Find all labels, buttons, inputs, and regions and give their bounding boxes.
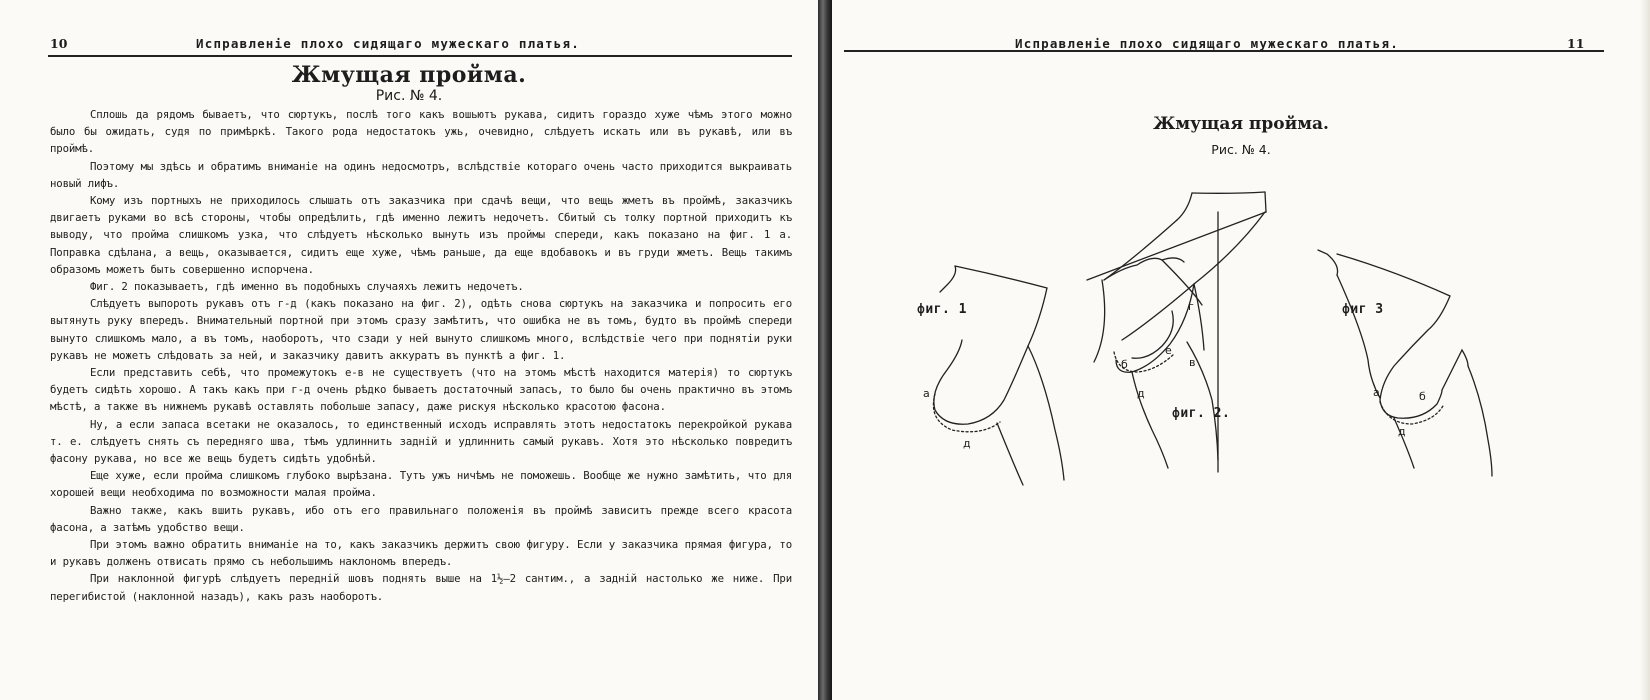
fig1-point-d: д <box>963 437 971 450</box>
pattern-figure <box>832 0 1650 700</box>
left-page-subtitle: Рис. № 4. <box>375 88 443 104</box>
fig2-point-v: в <box>1189 356 1196 369</box>
fig1-side-line <box>997 423 1023 485</box>
paragraph: Поэтому мы здѣсь и обратимъ вниманіе на одинъ недосмотръ, вслѣдствіе котораго очень часто приходится выкраивать новый лифъ. <box>50 159 792 190</box>
fig2-neck-left <box>1177 193 1192 220</box>
fig1-label: фиг. 1 <box>917 302 967 317</box>
paragraph: Важно также, какъ вшить рукавъ, ибо отъ его правильнаго положенія въ проймѣ зависитъ прежде всего красота фасона, а затѣмъ удобство вещи. <box>50 503 792 534</box>
fig2-shoulder-seam <box>1087 212 1266 280</box>
fig1-shoulder-line <box>940 266 956 292</box>
fig3-label: фиг 3 <box>1342 302 1384 317</box>
pattern-drawing <box>832 0 1650 700</box>
fig3-back-armhole <box>1442 350 1468 390</box>
left-page-title: Жмущая пройма. <box>291 62 527 88</box>
fig3-back-line <box>1468 366 1492 476</box>
left-page-number: 10 <box>50 36 68 51</box>
book-gutter <box>818 0 832 700</box>
paragraph: Фиг. 2 показываетъ, гдѣ именно въ подобныхъ случаяхъ лежитъ недочетъ. <box>90 280 524 294</box>
fig3-front-edge <box>1337 275 1380 398</box>
right-page-edge <box>1640 0 1650 700</box>
fig3-armhole <box>1380 296 1450 418</box>
fig2-left-edge <box>1094 280 1105 362</box>
paragraph: Слѣдуетъ выпороть рукавъ отъ г-д (какъ показано на фиг. 2), одѣть снова сюртукъ на заказчика и попросить его вытянуть руку впередъ. Внимательный портной при этомъ сразу замѣтитъ, что ошибка не въ томъ, будто въ проймѣ спереди вынуто слишкомъ мало, а въ томъ, наоборотъ, что сзади у ней вынуто слишкомъ много, вслѣдствіе чего при поднятіи руки рукавъ не можетъ слѣдовать за ней, и заказчику давитъ аккуратъ въ пунктѣ а фиг. 1. <box>50 297 792 362</box>
fig3-shoulder-line <box>1318 250 1338 275</box>
fig1-back-line <box>1028 346 1064 480</box>
right-page-number: 11 <box>1567 36 1585 51</box>
right-page-title: Жмущая пройма. <box>1153 114 1329 134</box>
paragraph: Кому изъ портныхъ не приходилось слышать отъ заказчика при сдачѣ вещи, что вещь жметъ въ проймѣ, заказчикъ двигаетъ руками во всѣ стороны, чтобы опредѣлить, гдѣ именно лежитъ недочетъ. Сбитый съ толку портной приходитъ къ выводу, что пройма слишкомъ узка, что слѣдуетъ нѣсколько вынуть изъ проймы спереди, какъ показано на фиг. 1 а. Поправка сдѣлана, а вещь, оказывается, сидитъ еще хуже, чѣмъ раньше, да еще вдобавокъ и въ груди жметъ. Вещь такимъ образомъ можетъ быть совершенно испорчена. <box>50 194 792 276</box>
fig3-point-a: а <box>1373 386 1380 399</box>
fig2-label: фиг. 2. <box>1172 406 1231 421</box>
paragraph: При этомъ важно обратить вниманіе на то, какъ заказчикъ держитъ свою фигуру. Если у заказчика прямая фигура, то и рукавъ долженъ отвисать прямо съ небольшимъ наклономъ впередъ. <box>50 538 792 569</box>
fig1-dotted-correction <box>933 394 1000 432</box>
left-header-rule <box>48 55 792 57</box>
fig2-point-d: д <box>1137 387 1145 400</box>
fig2-chest-line <box>1122 212 1265 340</box>
left-running-head: Исправленіе плохо сидящаго мужескаго платья. <box>196 36 580 51</box>
paragraph: Если представить себѣ, что промежутокъ е-в не существуетъ (что на этомъ мѣстѣ находится матерія) то сюртукъ будетъ сидѣть хорошо. А такъ какъ при г-д очень рѣдко бываетъ достаточный запасъ, то было бы очень практично въ этомъ мѣстѣ, а также въ нижнемъ рукавѣ оставлять побольше запасу, даже рискуя нѣсколько красотою фасона. <box>50 366 792 414</box>
fig2-neck-top <box>1192 192 1265 193</box>
paragraph: При наклонной фигурѣ слѣдуетъ передній шовъ поднять выше на 1½—2 сантим., а задній настолько же ниже. При перегибистой (наклонной назадъ), какъ разъ наоборотъ. <box>50 572 792 603</box>
fig3-dotted-correction <box>1380 402 1444 424</box>
left-body-text <box>50 106 792 605</box>
fig1-point-a: а <box>923 387 930 400</box>
fig2-point-e: е <box>1165 344 1172 357</box>
fig2-right-back <box>1194 284 1204 350</box>
paragraph: Сплошь да рядомъ бываетъ, что сюртукъ, послѣ того какъ вошьютъ рукава, сидитъ гораздо хуже чѣмъ этого можно было бы ожидать, судя по примѣркѣ. Такого рода недостатокъ ужь, очевидно, слѣдуетъ искать или въ рукавѣ, или въ проймѣ. <box>50 108 792 156</box>
left-page <box>0 0 818 700</box>
fig2-neck-right <box>1265 192 1266 212</box>
right-page-subtitle: Рис. № 4. <box>1211 142 1271 157</box>
fig3-point-d: д <box>1398 425 1406 438</box>
paragraph: Ну, а если запаса всетаки не оказалось, то единственный исходъ исправлять этотъ недостатокъ перекройкой рукава т. е. слѣдуетъ снять съ передняго шва, тѣмъ удлиннить задній и удлиннить самый рукавъ. Хотя это нѣсколько повредитъ фасону рукава, но все же вещь будетъ сидѣть удобнѣй. <box>50 417 792 466</box>
fig3-shoulder-top <box>1337 254 1450 296</box>
paragraph: Еще хуже, если пройма слишкомъ глубоко вырѣзана. Тутъ ужъ ничѣмъ не поможешь. Вообще же нужно замѣтить, что для хорошей вещи необходима по возможности малая пройма. <box>50 469 792 500</box>
fig2-point-b: б <box>1121 358 1128 371</box>
fig1-shoulder-top <box>955 266 1047 288</box>
right-running-head: Исправленіе плохо сидящаго мужескаго платья. <box>1015 36 1399 51</box>
fig2-point-g: г <box>1188 300 1194 313</box>
fig3-point-b: б <box>1419 390 1426 403</box>
right-page <box>832 0 1650 700</box>
